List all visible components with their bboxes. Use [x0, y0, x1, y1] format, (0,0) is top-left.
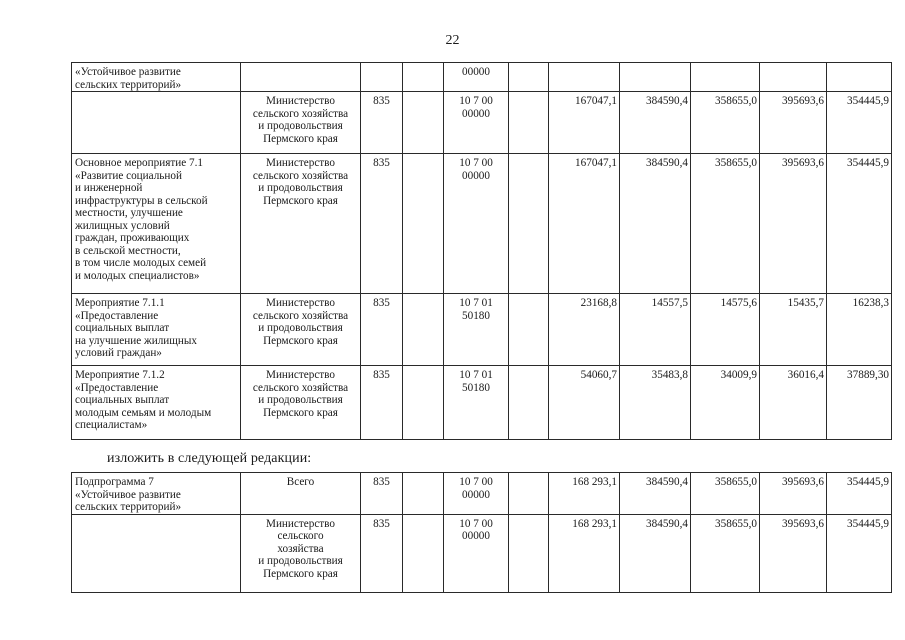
cell-line: Мероприятие 7.1.1: [75, 297, 165, 309]
amount-cell: 167047,1: [549, 154, 620, 294]
cell-line: 00000: [462, 169, 490, 182]
cell-line: граждан, проживающих: [75, 232, 190, 244]
amount-cell: [760, 63, 827, 92]
amount-cell: [620, 63, 691, 92]
cell-line: и продовольствия: [258, 322, 343, 334]
rzpr-cell: [403, 366, 444, 440]
cell-line: сельского хозяйства: [252, 381, 349, 394]
amount-cell: 15435,7: [760, 294, 827, 366]
cell-line: сельского хозяйства: [252, 309, 349, 322]
cell-line: Пермского края: [263, 406, 338, 419]
cell-line: 00000: [462, 107, 490, 120]
program-name-cell: [72, 294, 241, 366]
cell-line: «Предоставление: [75, 381, 159, 394]
rzpr-cell: [403, 63, 444, 92]
cell-line: и продовольствия: [258, 120, 343, 132]
rzpr-cell: [403, 154, 444, 294]
amount-cell: 358655,0: [691, 92, 760, 154]
amount-cell: 14575,6: [691, 294, 760, 366]
cell-line: 10 7 00: [459, 95, 493, 107]
vr-cell: [509, 63, 549, 92]
cell-line: и продовольствия: [258, 182, 343, 194]
cell-line: специалистам»: [75, 419, 148, 431]
cell-line: сельских территорий»: [75, 78, 182, 91]
cell-line: и инженерной: [75, 182, 143, 194]
cell-line: Всего: [286, 476, 315, 488]
cell-line: 10 7 00: [459, 476, 493, 488]
cell-line: социальных выплат: [75, 394, 170, 406]
amount-cell: 384590,4: [620, 92, 691, 154]
budget-table-new: [71, 472, 892, 593]
executor-cell: [241, 473, 361, 515]
table-row: [72, 366, 892, 440]
vr-cell: [509, 294, 549, 366]
amount-cell: 395693,6: [760, 473, 827, 515]
amount-cell: [827, 63, 892, 92]
cell-line: Министерство: [266, 157, 335, 169]
executor-cell: [241, 154, 361, 294]
cell-line: и продовольствия: [258, 394, 343, 406]
vr-cell: [509, 514, 549, 592]
rzpr-cell: [403, 92, 444, 154]
table-row: [72, 63, 892, 92]
page-number: 22: [445, 33, 460, 48]
cell-line: Основное мероприятие 7.1: [75, 157, 203, 169]
grbs-cell: 835: [361, 366, 403, 440]
cell-line: в сельской местности,: [75, 244, 181, 257]
cell-line: социальных выплат: [75, 322, 170, 334]
vr-cell: [509, 92, 549, 154]
amount-cell: 384590,4: [620, 473, 691, 515]
amount-cell: 14557,5: [620, 294, 691, 366]
amount-cell: [549, 63, 620, 92]
cell-line: Министерство: [266, 95, 335, 107]
cell-line: и молодых специалистов»: [75, 269, 200, 282]
table-row: [72, 473, 892, 515]
cell-line: сельского: [277, 530, 324, 542]
cell-line: сельского хозяйства: [252, 107, 349, 120]
amount-cell: 354445,9: [827, 473, 892, 515]
table-row: [72, 154, 892, 294]
grbs-cell: 835: [361, 92, 403, 154]
rzpr-cell: [403, 514, 444, 592]
cell-line: сельского хозяйства: [252, 169, 349, 182]
amount-cell: 384590,4: [620, 154, 691, 294]
csr-cell: [444, 473, 509, 515]
cell-line: жилищных условий: [75, 219, 170, 232]
cell-line: 00000: [462, 530, 490, 542]
cell-line: Подпрограмма 7: [75, 476, 154, 488]
cell-line: условий граждан»: [75, 347, 162, 359]
amount-cell: 395693,6: [760, 92, 827, 154]
amount-cell: 54060,7: [549, 366, 620, 440]
program-name-cell: [72, 514, 241, 592]
cell-line: Мероприятие 7.1.2: [75, 369, 165, 381]
amount-cell: 23168,8: [549, 294, 620, 366]
csr-cell: [444, 154, 509, 294]
amount-cell: 354445,9: [827, 514, 892, 592]
program-name-cell: [72, 154, 241, 294]
cell-line: Пермского края: [263, 334, 338, 347]
cell-line: 10 7 00: [459, 157, 493, 169]
cell-line: в том числе молодых семей: [75, 257, 207, 269]
amount-cell: 395693,6: [760, 514, 827, 592]
cell-line: молодым семьям и молодым: [75, 406, 212, 419]
program-name-cell: [72, 473, 241, 515]
grbs-cell: 835: [361, 154, 403, 294]
cell-line: Министерство: [266, 369, 335, 381]
executor-cell: [241, 514, 361, 592]
csr-cell: [444, 294, 509, 366]
csr-cell: [444, 63, 509, 92]
cell-line: Пермского края: [263, 132, 338, 145]
cell-line: сельских территорий»: [75, 501, 182, 513]
table-row: [72, 294, 892, 366]
cell-line: 00000: [462, 488, 490, 501]
cell-line: 10 7 01: [459, 297, 493, 309]
vr-cell: [509, 154, 549, 294]
cell-line: 10 7 01: [459, 369, 493, 381]
cell-line: Пермского края: [263, 567, 338, 580]
amount-cell: 358655,0: [691, 473, 760, 515]
cell-line: «Устойчивое развитие: [75, 66, 181, 78]
amount-cell: 36016,4: [760, 366, 827, 440]
rzpr-cell: [403, 473, 444, 515]
amount-cell: [691, 63, 760, 92]
amount-cell: 37889,30: [827, 366, 892, 440]
program-name-cell: [72, 63, 241, 92]
executor-cell: [241, 366, 361, 440]
executor-cell: [241, 294, 361, 366]
program-name-cell: [72, 92, 241, 154]
budget-table-old: [71, 62, 892, 440]
amount-cell: 35483,8: [620, 366, 691, 440]
cell-line: инфраструктуры в сельской: [75, 194, 208, 207]
amount-cell: 34009,9: [691, 366, 760, 440]
cell-line: Министерство: [266, 517, 335, 530]
csr-cell: [444, 514, 509, 592]
csr-cell: [444, 366, 509, 440]
amount-cell: 354445,9: [827, 92, 892, 154]
grbs-cell: 835: [361, 514, 403, 592]
cell-line: хозяйства: [277, 542, 324, 555]
amount-cell: 168 293,1: [549, 514, 620, 592]
cell-line: местности, улучшение: [75, 207, 183, 219]
cell-line: «Устойчивое развитие: [75, 488, 181, 501]
amount-cell: 384590,4: [620, 514, 691, 592]
grbs-cell: 835: [361, 294, 403, 366]
table-row: [72, 92, 892, 154]
cell-line: и продовольствия: [258, 555, 343, 567]
executor-cell: [241, 63, 361, 92]
cell-line: на улучшение жилищных: [75, 334, 197, 347]
grbs-cell: [361, 63, 403, 92]
amount-cell: 16238,3: [827, 294, 892, 366]
program-name-cell: [72, 366, 241, 440]
grbs-cell: 835: [361, 473, 403, 515]
cell-line: 50180: [462, 381, 490, 394]
cell-line: 00000: [462, 66, 490, 78]
cell-line: Министерство: [266, 297, 335, 309]
amount-cell: 168 293,1: [549, 473, 620, 515]
csr-cell: [444, 92, 509, 154]
cell-line: «Предоставление: [75, 309, 159, 322]
table-row: [72, 514, 892, 592]
cell-line: Пермского края: [263, 194, 338, 207]
executor-cell: [241, 92, 361, 154]
amount-cell: 354445,9: [827, 154, 892, 294]
replacement-caption: изложить в следующей редакции:: [107, 451, 312, 466]
rzpr-cell: [403, 294, 444, 366]
amount-cell: 167047,1: [549, 92, 620, 154]
amount-cell: 358655,0: [691, 514, 760, 592]
vr-cell: [509, 473, 549, 515]
cell-line: «Развитие социальной: [75, 169, 182, 182]
vr-cell: [509, 366, 549, 440]
amount-cell: 395693,6: [760, 154, 827, 294]
cell-line: 50180: [462, 309, 490, 322]
cell-line: 10 7 00: [459, 517, 493, 530]
amount-cell: 358655,0: [691, 154, 760, 294]
